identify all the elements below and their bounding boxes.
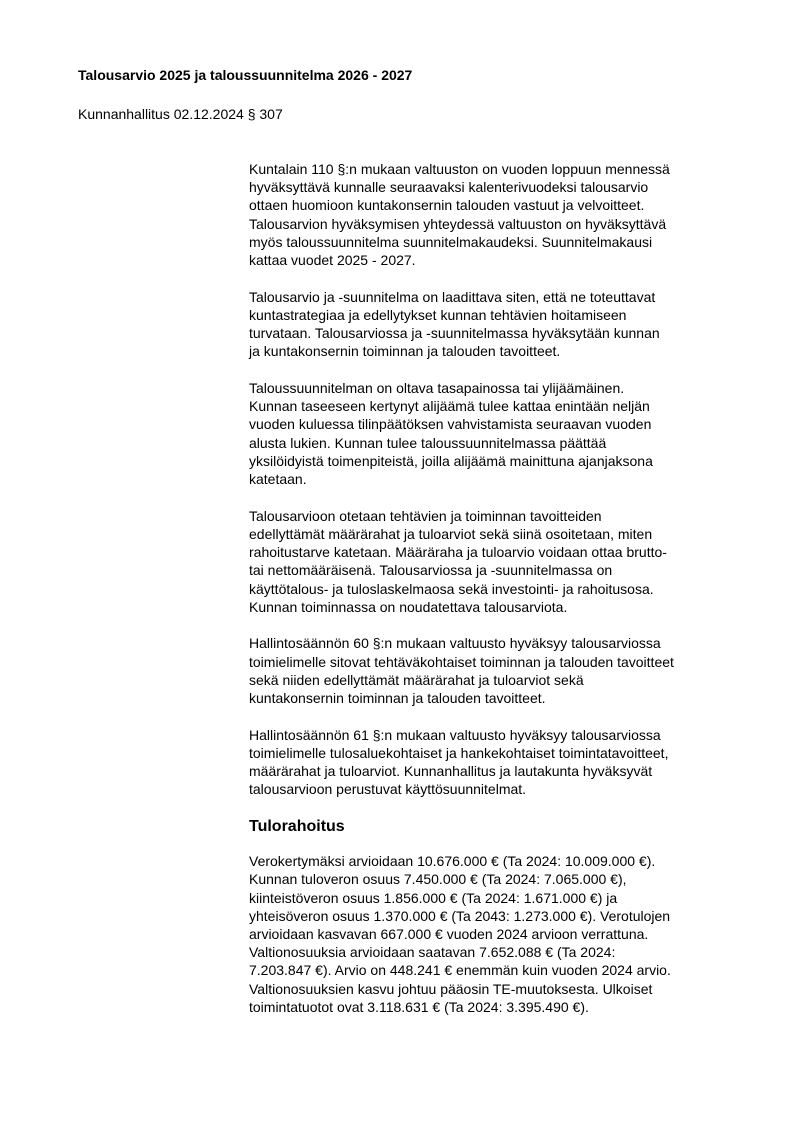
text-line: yksilöidyistä toimenpiteistä, joilla alijäämä mainittuna ajanjaksona [249, 452, 653, 469]
text-line: Hallintosäännön 60 §:n mukaan valtuusto hyväksyy talousarviossa [249, 635, 661, 652]
text-line: edellyttämät määrärahat ja tuloarviot sekä siinä osoitetaan, miten [249, 525, 653, 542]
text-line: turvataan. Talousarviossa ja -suunnitelmassa hyväksytään kunnan [249, 325, 660, 342]
text-line: yhteisöveron osuus 1.370.000 € (Ta 2043: 1.273.000 €). Verotulojen [249, 907, 671, 924]
text-line: myös taloussuunnitelma suunnitelmakaudeksi. Suunnitelmakausi [249, 233, 653, 250]
text-line: rahoitustarve katetaan. Määräraha ja tuloarvio voidaan ottaa brutto- [249, 544, 667, 561]
text-line: alusta lukien. Kunnan tulee taloussuunnitelmassa päättää [249, 434, 607, 451]
text-line: Taloussuunnitelman on oltava tasapainossa tai ylijäämäinen. [249, 380, 625, 397]
text-line: ottaen huomioon kuntakonsernin talouden vastuut ja velvoitteet. [249, 197, 645, 214]
paragraph-appropriations [249, 507, 739, 616]
text-line: määrärahat ja tuloarviot. Kunnanhallitus ja lautakunta hyväksyvät [249, 763, 653, 780]
paragraph-strategy [249, 288, 739, 361]
paragraph-budget-law [249, 160, 739, 269]
text-line: 7.203.847 €). Arvio on 448.241 € enemmän kuin vuoden 2024 arvio. [249, 962, 671, 979]
text-line: Valtionosuuksien kasvu johtuu pääosin TE-muutoksesta. Ulkoiset [249, 980, 653, 997]
text-line: hyväksyttävä kunnalle seuraavaksi kalenterivuodeksi talousarvio [249, 179, 649, 196]
text-line: talousarvioon perustuvat käyttösuunnitelmat. [249, 781, 527, 798]
text-line: kattaa vuodet 2025 - 2027. [249, 252, 416, 269]
document-body [249, 160, 739, 1034]
text-line: arvioidaan kasvavan 667.000 € vuoden 2024 arvioon verrattuna. [249, 925, 649, 942]
text-line: Valtionosuuksia arvioidaan saatavan 7.652.088 € (Ta 2024: [249, 944, 616, 961]
text-line: Talousarvio ja -suunnitelma on laadittava siten, että ne toteuttavat [249, 288, 656, 305]
text-line: Kunnan tuloveron osuus 7.450.000 € (Ta 2024: 7.065.000 €), [249, 871, 627, 888]
text-line: tai nettomääräisenä. Talousarviossa ja -suunnitelmassa on [249, 562, 613, 579]
text-line: Talousarvion hyväksymisen yhteydessä valtuuston on hyväksyttävä [249, 215, 667, 232]
text-line: sekä niiden edellyttämät määrärahat ja tuloarviot sekä [249, 671, 584, 688]
paragraph-balance [249, 379, 739, 488]
paragraph-rules-61 [249, 726, 739, 799]
text-line: kuntastrategiaa ja edellytykset kunnan tehtävien hoitamiseen [249, 306, 627, 323]
paragraph-revenue [249, 852, 739, 1016]
text-line: toimintatuotot ovat 3.118.631 € (Ta 2024: 3.395.490 €). [249, 998, 589, 1015]
document-title: Talousarvio 2025 ja taloussuunnitelma 2026 - 2027 [78, 67, 413, 83]
text-line: katetaan. [249, 471, 307, 488]
text-line: ja kuntakonsernin toiminnan ja talouden tavoitteet. [249, 343, 561, 360]
text-line: kiinteistöveron osuus 1.856.000 € (Ta 2024: 1.671.000 €) ja [249, 889, 618, 906]
text-line: toimielimelle sitovat tehtäväkohtaiset toiminnan ja talouden tavoitteet [249, 653, 674, 670]
text-line: käyttötalous- ja tuloslaskelmaosa sekä investointi- ja rahoitusosa. [249, 580, 654, 597]
text-line: kuntakonsernin toiminnan ja talouden tavoitteet. [249, 690, 546, 707]
section-heading: Tulorahoitus [249, 818, 345, 836]
text-line: Verokertymäksi arvioidaan 10.676.000 € (Ta 2024: 10.009.000 €). [249, 853, 656, 870]
text-line: Kuntalain 110 §:n mukaan valtuuston on vuoden loppuun mennessä [249, 161, 670, 177]
text-line: toimielimelle tulosaluekohtaiset ja hankekohtaiset toimintatavoitteet, [249, 744, 669, 761]
text-line: Talousarvioon otetaan tehtävien ja toiminnan tavoitteiden [249, 507, 602, 524]
text-line: vuoden kuluessa tilinpäätöksen vahvistamista seuraavan vuoden [249, 416, 652, 433]
text-line: Kunnan taseeseen kertynyt alijäämä tulee kattaa enintään neljän [249, 398, 650, 415]
paragraph-rules-60 [249, 634, 739, 707]
text-line: Hallintosäännön 61 §:n mukaan valtuusto hyväksyy talousarviossa [249, 726, 661, 743]
meeting-reference: Kunnanhallitus 02.12.2024 § 307 [78, 106, 283, 122]
text-line: Kunnan toiminnassa on noudatettava talousarviota. [249, 598, 568, 615]
